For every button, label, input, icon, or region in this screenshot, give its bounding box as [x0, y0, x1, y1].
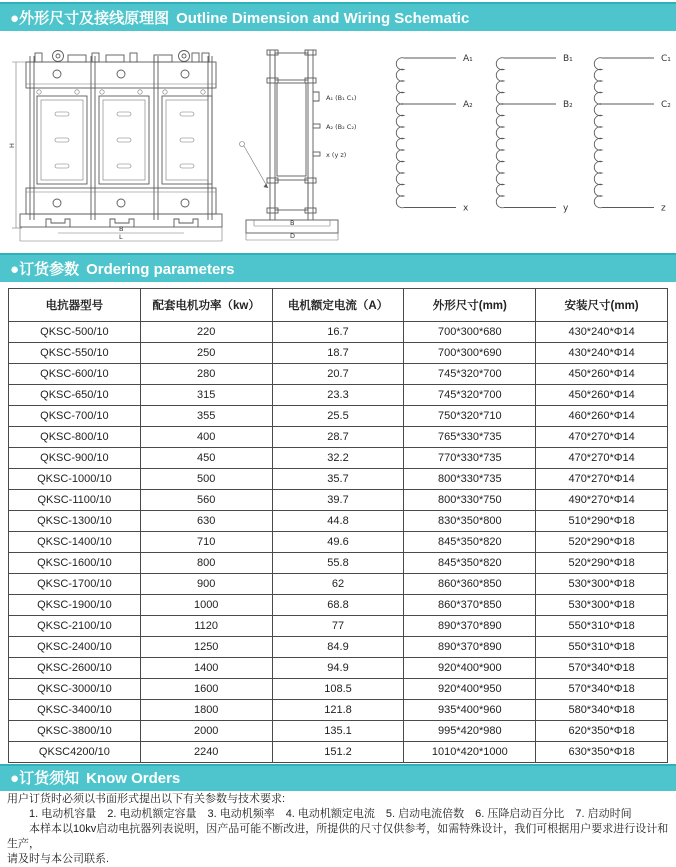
ordering-parameters-table [8, 288, 668, 763]
section-header-outline [0, 2, 676, 31]
table-cell: 430*240*Φ14 [536, 343, 668, 364]
table-cell: 1120 [140, 616, 272, 637]
table-cell: 845*350*820 [404, 532, 536, 553]
table-cell: 32.2 [272, 448, 404, 469]
table-cell: 530*300*Φ18 [536, 574, 668, 595]
table-cell: 860*360*850 [404, 574, 536, 595]
column-header-model: 电抗器型号 [9, 289, 141, 322]
table-cell: 2240 [140, 742, 272, 763]
coil-b-top-label: B₁ [563, 54, 573, 64]
section-title-en: Know Orders [86, 770, 181, 787]
table-cell: 510*290*Φ18 [536, 511, 668, 532]
table-cell: QKSC-1700/10 [9, 574, 141, 595]
table-cell: 77 [272, 616, 404, 637]
table-cell: 1600 [140, 679, 272, 700]
table-cell: 490*270*Φ14 [536, 490, 668, 511]
table-cell: QKSC-2400/10 [9, 637, 141, 658]
table-cell: 39.7 [272, 490, 404, 511]
table-cell: 745*320*700 [404, 385, 536, 406]
section-header-know-orders [0, 764, 676, 791]
section-title-en: Ordering parameters [86, 261, 235, 278]
table-cell: 710 [140, 532, 272, 553]
table-cell: 845*350*820 [404, 553, 536, 574]
section-header-ordering [0, 253, 676, 282]
coil-c-tap-label: C₂ [661, 100, 671, 110]
terminal-label-2: A₂ (B₂ C₂) [326, 123, 357, 131]
coil-b-tap-label: B₂ [563, 100, 573, 110]
table-cell: 1000 [140, 595, 272, 616]
notes-line-2: 1. 电动机容量 2. 电动机额定容量 3. 电动机频率 4. 电动机额定电流 5. 启动电流倍数 6. 压降启动百分比 7. 启动时间 [29, 808, 632, 820]
table-cell: 315 [140, 385, 272, 406]
table-cell: 121.8 [272, 700, 404, 721]
column-header-outline-dim: 外形尺寸(mm) [404, 289, 536, 322]
table-cell: QKSC-1600/10 [9, 553, 141, 574]
dim-h-label: H [8, 143, 16, 148]
section-title-en: Outline Dimension and Wiring Schematic [176, 10, 470, 27]
column-header-rated-current: 电机额定电流（A） [272, 289, 404, 322]
table-cell: 700*300*690 [404, 343, 536, 364]
table-cell: QKSC-1000/10 [9, 469, 141, 490]
table-row [9, 595, 668, 616]
table-cell: 450*260*Φ14 [536, 385, 668, 406]
table-cell: 1010*420*1000 [404, 742, 536, 763]
table-cell: 1250 [140, 637, 272, 658]
table-cell: 900 [140, 574, 272, 595]
table-cell: 44.8 [272, 511, 404, 532]
table-cell: QKSC-650/10 [9, 385, 141, 406]
coil-a-tap-label: A₂ [463, 100, 473, 110]
notes-line-3: 本样本以10kv启动电抗器列表说明，因产品可能不断改进，所提供的尺寸仅供参考，如需特殊设计，我们可根据用户要求进行设计和生产， [7, 823, 669, 850]
table-cell: 800*330*750 [404, 490, 536, 511]
table-cell: 580*340*Φ18 [536, 700, 668, 721]
table-row [9, 700, 668, 721]
coil-phase-a [396, 54, 473, 214]
table-cell: QKSC-1900/10 [9, 595, 141, 616]
table-row [9, 343, 668, 364]
coil-c-top-label: C₁ [661, 54, 671, 64]
table-cell: 430*240*Φ14 [536, 322, 668, 343]
table-cell: QKSC4200/10 [9, 742, 141, 763]
table-cell: 745*320*700 [404, 364, 536, 385]
table-cell: 2000 [140, 721, 272, 742]
reactor-front-view-drawing [6, 40, 234, 246]
table-row [9, 658, 668, 679]
table-cell: QKSC-3400/10 [9, 700, 141, 721]
table-cell: QKSC-1400/10 [9, 532, 141, 553]
dim-d-label: D [290, 232, 296, 240]
table-cell: QKSC-2600/10 [9, 658, 141, 679]
table-cell: 49.6 [272, 532, 404, 553]
coil-b-bottom-label: y [563, 203, 569, 214]
table-row [9, 742, 668, 763]
table-cell: 470*270*Φ14 [536, 448, 668, 469]
table-cell: QKSC-1100/10 [9, 490, 141, 511]
table-cell: 108.5 [272, 679, 404, 700]
table-cell: 750*320*710 [404, 406, 536, 427]
table-cell: 94.9 [272, 658, 404, 679]
table-cell: 570*340*Φ18 [536, 658, 668, 679]
table-cell: 55.8 [272, 553, 404, 574]
table-cell: 280 [140, 364, 272, 385]
table-cell: 920*400*900 [404, 658, 536, 679]
section-title-zh: 订货须知 [19, 770, 80, 787]
table-header-row [9, 289, 668, 322]
table-cell: 62 [272, 574, 404, 595]
table-cell: 935*400*960 [404, 700, 536, 721]
table-cell: 84.9 [272, 637, 404, 658]
table-cell: QKSC-3800/10 [9, 721, 141, 742]
table-cell: 18.7 [272, 343, 404, 364]
table-cell: 400 [140, 427, 272, 448]
table-cell: QKSC-700/10 [9, 406, 141, 427]
table-row [9, 427, 668, 448]
dim-l-label: L [119, 233, 123, 241]
table-cell: 630*350*Φ18 [536, 742, 668, 763]
table-cell: 355 [140, 406, 272, 427]
table-cell: 520*290*Φ18 [536, 532, 668, 553]
table-cell: 23.3 [272, 385, 404, 406]
bullet-icon: ● [10, 261, 20, 278]
table-cell: 28.7 [272, 427, 404, 448]
dim-side-inner-label: B [290, 219, 295, 227]
table-row [9, 385, 668, 406]
table-row [9, 511, 668, 532]
section-title-zh: 订货参数 [19, 261, 80, 278]
table-cell: 890*370*890 [404, 637, 536, 658]
table-cell: 250 [140, 343, 272, 364]
outline-drawings [0, 38, 676, 248]
terminal-label-3: x (y z) [326, 151, 347, 159]
table-cell: 830*350*800 [404, 511, 536, 532]
table-cell: 25.5 [272, 406, 404, 427]
table-cell: 16.7 [272, 322, 404, 343]
table-cell: 1800 [140, 700, 272, 721]
table-row [9, 553, 668, 574]
table-cell: 470*270*Φ14 [536, 469, 668, 490]
table-cell: 530*300*Φ18 [536, 595, 668, 616]
table-cell: 135.1 [272, 721, 404, 742]
table-row [9, 364, 668, 385]
dim-b-label: B [119, 225, 124, 233]
table-cell: QKSC-550/10 [9, 343, 141, 364]
table-row [9, 532, 668, 553]
table-row [9, 721, 668, 742]
table-cell: 460*260*Φ14 [536, 406, 668, 427]
table-cell: QKSC-800/10 [9, 427, 141, 448]
bullet-icon: ● [10, 770, 20, 787]
table-cell: 620*350*Φ18 [536, 721, 668, 742]
table-cell: 35.7 [272, 469, 404, 490]
table-cell: 995*420*980 [404, 721, 536, 742]
notes-line-4: 请及时与本公司联系. [7, 853, 110, 865]
table-cell: 520*290*Φ18 [536, 553, 668, 574]
table-row [9, 574, 668, 595]
coil-phase-b [496, 54, 573, 214]
table-cell: 560 [140, 490, 272, 511]
table-cell: 550*310*Φ18 [536, 616, 668, 637]
table-cell: 1400 [140, 658, 272, 679]
ordering-notes [7, 792, 669, 867]
column-header-mounting-dim: 安装尺寸(mm) [536, 289, 668, 322]
table-row [9, 406, 668, 427]
notes-line-1: 用户订货时必须以书面形式提出以下有关参数与技术要求: [7, 793, 286, 805]
coil-c-bottom-label: z [661, 203, 666, 214]
table-cell: QKSC-1300/10 [9, 511, 141, 532]
table-cell: 890*370*890 [404, 616, 536, 637]
terminal-label-1: A₁ (B₁ C₁) [326, 94, 357, 102]
table-row [9, 448, 668, 469]
table-cell: 770*330*735 [404, 448, 536, 469]
section-title-zh: 外形尺寸及接线原理图 [19, 10, 170, 27]
table-cell: QKSC-3000/10 [9, 679, 141, 700]
coil-phase-c [594, 54, 671, 214]
table-cell: 20.7 [272, 364, 404, 385]
table-cell: 700*300*680 [404, 322, 536, 343]
table-cell: 630 [140, 511, 272, 532]
bullet-icon: ● [10, 10, 20, 27]
column-header-motor-power: 配套电机功率（kw） [140, 289, 272, 322]
table-row [9, 490, 668, 511]
table-cell: 500 [140, 469, 272, 490]
table-cell: QKSC-2100/10 [9, 616, 141, 637]
table-cell: 550*310*Φ18 [536, 637, 668, 658]
table-cell: QKSC-600/10 [9, 364, 141, 385]
reactor-side-view-drawing [234, 40, 384, 246]
table-cell: 450 [140, 448, 272, 469]
table-cell: 470*270*Φ14 [536, 427, 668, 448]
table-cell: 920*400*950 [404, 679, 536, 700]
table-cell: 800 [140, 553, 272, 574]
table-row [9, 679, 668, 700]
wiring-schematic-drawing [380, 42, 672, 228]
table-cell: 570*340*Φ18 [536, 679, 668, 700]
table-cell: QKSC-900/10 [9, 448, 141, 469]
table-cell: 68.8 [272, 595, 404, 616]
table-row [9, 616, 668, 637]
coil-a-top-label: A₁ [463, 54, 473, 64]
table-cell: 450*260*Φ14 [536, 364, 668, 385]
table-row [9, 469, 668, 490]
table-row [9, 637, 668, 658]
table-cell: 800*330*735 [404, 469, 536, 490]
table-cell: QKSC-500/10 [9, 322, 141, 343]
table-cell: 860*370*850 [404, 595, 536, 616]
table-cell: 151.2 [272, 742, 404, 763]
table-row [9, 322, 668, 343]
coil-a-bottom-label: x [463, 203, 469, 214]
table-cell: 220 [140, 322, 272, 343]
table-cell: 765*330*735 [404, 427, 536, 448]
